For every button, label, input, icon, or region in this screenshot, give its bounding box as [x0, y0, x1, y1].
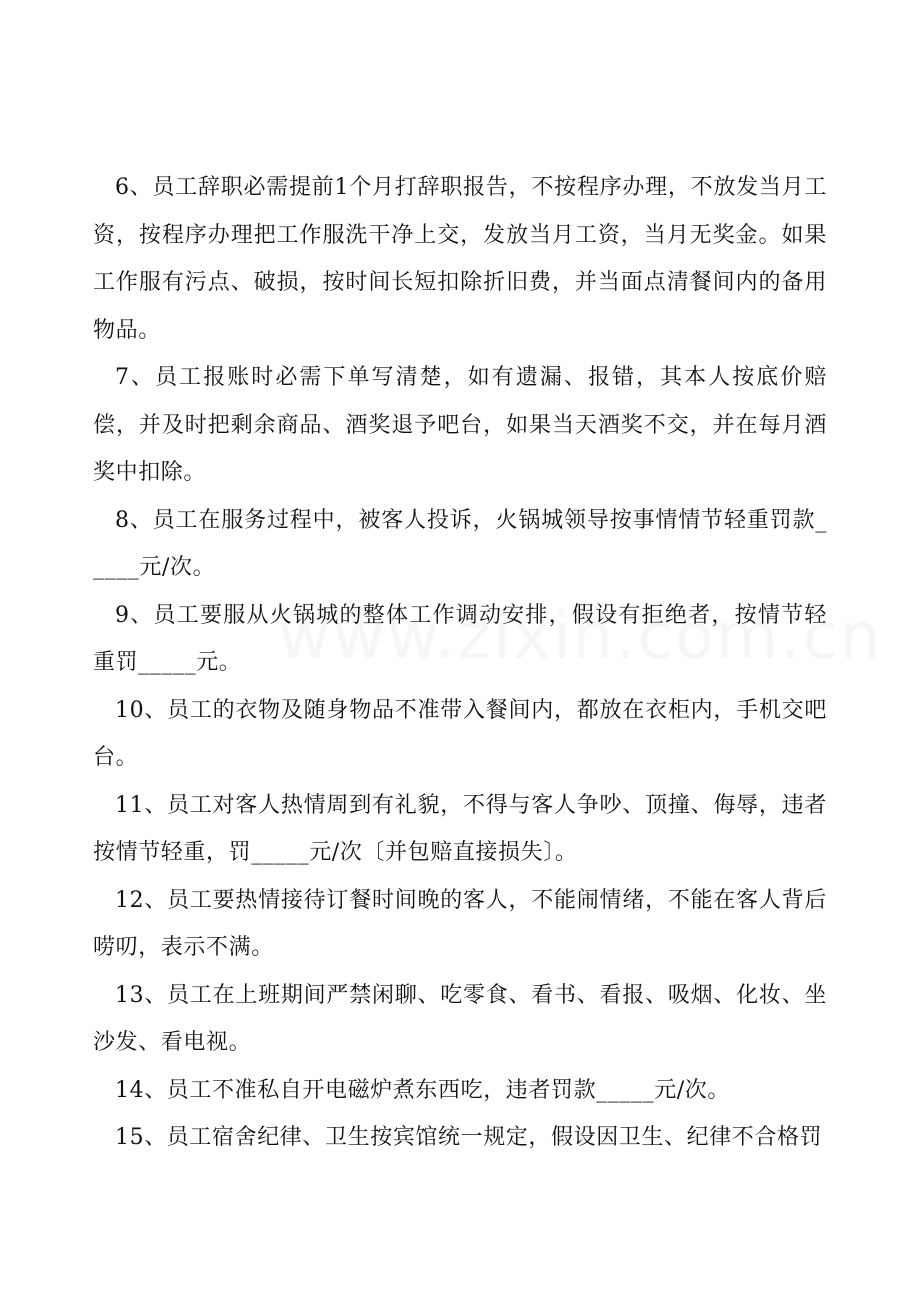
paragraph-12: 12、员工要热情接待订餐时间晚的客人，不能闹情绪，不能在客人背后唠叨，表示不满。 [93, 887, 827, 960]
paragraph-8: 8、员工在服务过程中，被客人投诉，火锅城领导按事情情节轻重罚款_____元/次。 [93, 507, 827, 580]
paragraph-15: 15、员工宿舍纪律、卫生按宾馆统一规定，假设因卫生、纪律不合格罚 [115, 1125, 823, 1150]
paragraph-9: 9、员工要服从火锅城的整体工作调动安排，假设有拒绝者，按情节轻重罚_____元。 [93, 602, 827, 675]
paragraph-11: 11、员工对客人热情周到有礼貌，不得与客人争吵、顶撞、侮辱，违者按情节轻重，罚_____元/次〔并包赔直接损失〕。 [93, 792, 827, 865]
paragraph-7: 7、员工报账时必需下单写清楚，如有遗漏、报错，其本人按底价赔偿，并及时把剩余商品、酒奖退予吧台，如果当天酒奖不交，并在每月酒奖中扣除。 [93, 365, 827, 485]
document-body [93, 164, 827, 1162]
paragraph-6: 6、员工辞职必需提前1个月打辞职报告，不按程序办理，不放发当月工资，按程序办理把工作服洗干净上交，发放当月工资，当月无奖金。如果工作服有污点、破损，按时间长短扣除折旧费，并当面点清餐间内的备用物品。 [93, 175, 827, 343]
paragraph-14: 14、员工不准私自开电磁炉煮东西吃，违者罚款_____元/次。 [115, 1077, 731, 1103]
paragraph-13: 13、员工在上班期间严禁闲聊、吃零食、看书、看报、吸烟、化妆、坐沙发、看电视。 [93, 982, 827, 1055]
paragraph-10: 10、员工的衣物及随身物品不准带入餐间内，都放在衣柜内，手机交吧台。 [93, 697, 827, 770]
